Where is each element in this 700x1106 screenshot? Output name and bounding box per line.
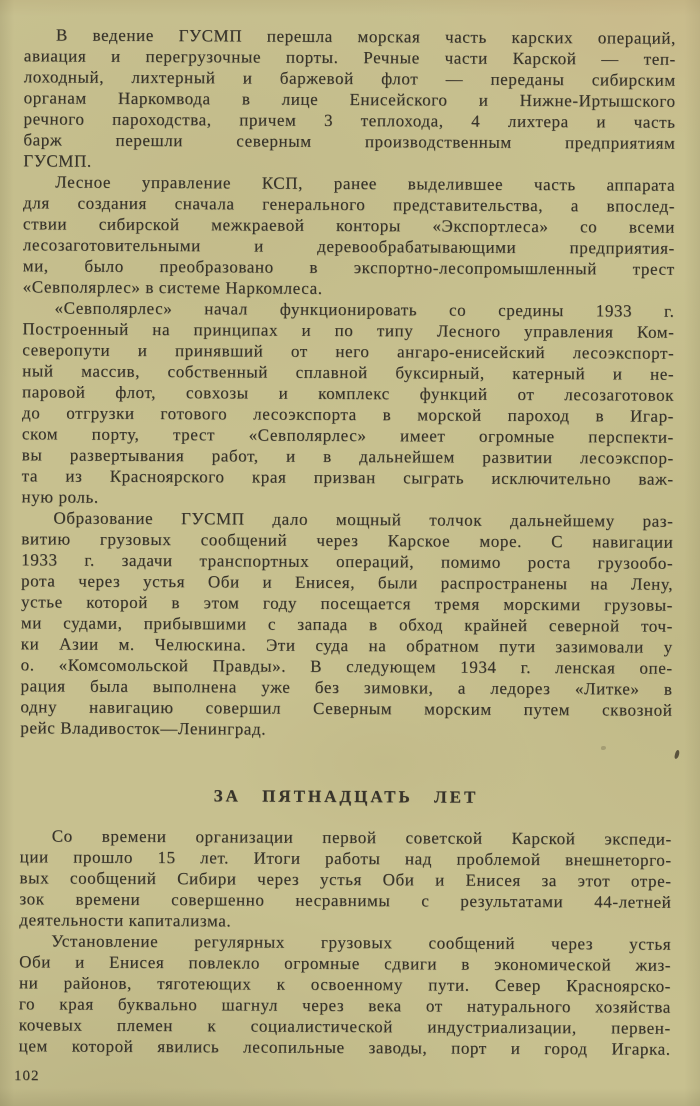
text-line: зок времени совершенно несравнимы с результатами 44-летней xyxy=(19,889,672,912)
text-line: до отгрузки готового лесоэкспорта в морской пароход в Игар- xyxy=(21,403,675,426)
paragraph xyxy=(21,297,674,510)
text-line: авиация и перегрузочные порты. Речные части Карской — теп- xyxy=(23,46,676,69)
text-line: устье которой в этом году посещается тремя морскими грузовы- xyxy=(20,592,674,615)
text-line: Построенный на принципах и по типу Лесного управления Ком- xyxy=(22,319,675,342)
text-line: Лесное управление КСП, ранее выделившее часть аппарата xyxy=(55,172,676,195)
text-line: 1933 г. задачи транспортных операций, помимо роста грузообо- xyxy=(21,550,674,573)
text-line: цем которой явились лесопильные заводы, порт и город Игарка. xyxy=(18,1036,671,1059)
text-line: ми судами, прибывшими с запада в обход крайней северной точ- xyxy=(20,613,673,636)
paragraph xyxy=(23,171,676,300)
text-line: ни районов, тяготеющих к освоенному пути. Север Красноярско- xyxy=(18,973,672,996)
text-line: кочевых племен к социалистической индустриализации, первен- xyxy=(18,1015,671,1038)
text-line: вых сообщений Сибири через устья Оби и Енисея за этот отре- xyxy=(19,868,672,891)
text-line: паровой флот, совхозы и комплекс функций от лесозаготовок xyxy=(22,382,675,405)
text-line: ции прошло 15 лет. Итоги работы над проблемой внешнеторго- xyxy=(19,847,672,870)
text-line: Образование ГУСМП дало мощный толчок дальнейшему раз- xyxy=(53,508,674,531)
text-line: ный массив, собственный сплавной буксирный, катерный и не- xyxy=(22,361,675,384)
paragraph xyxy=(19,825,672,933)
paragraph xyxy=(19,930,672,1059)
text-line: деятельности капитализма. xyxy=(19,910,232,931)
text-line: ки Азии м. Челюскина. Эти суда на обратном пути зазимовали у xyxy=(20,634,673,657)
text-line: го края буквально шагнул через века от натурального хозяйства xyxy=(18,994,671,1017)
text-line: вы развертывания работ, и в дальнейшем развитии лесоэкспор- xyxy=(21,445,674,468)
text-line: рейс Владивосток—Ленинград. xyxy=(20,718,267,739)
text-line: ском порту, трест «Севполярлес» имеет огромные перспекти- xyxy=(21,424,674,447)
text-line: Оби и Енисея повлекло огромные сдвиги в экономической жиз- xyxy=(19,952,672,975)
text-line: ную роль. xyxy=(21,487,99,507)
text-line: одну навигацию совершил Северным морским путем сквозной xyxy=(20,697,673,720)
section-heading: ЗА ПЯТНАДЦАТЬ ЛЕТ xyxy=(213,786,479,807)
page-number: 102 xyxy=(14,1068,40,1084)
text-line: Со времени организации первой советской Карской экспеди- xyxy=(51,826,672,849)
text-line: речного пароходства, причем 3 теплохода, 4 лихтера и часть xyxy=(23,109,676,132)
text-line: «Севполярлес» начал функционировать со средины 1933 г. xyxy=(54,298,675,321)
text-line: барж перешли северным производственным предприятиям xyxy=(23,130,676,153)
text-line: органам Наркомвода в лице Енисейского и Нижне-Иртышского xyxy=(23,88,676,111)
ink-speck xyxy=(674,750,680,760)
text-line: та из Красноярского края призван сыграть исключительно важ- xyxy=(21,466,674,489)
text-line: лоходный, лихтерный и баржевой флот — переданы сибирским xyxy=(23,67,676,90)
text-line: «Севполярлес» в системе Наркомлеса. xyxy=(22,277,323,298)
text-line: рация была выполнена уже без зимовки, а ледорез «Литке» в xyxy=(20,676,673,699)
text-line: о. «Комсомольской Правды». В следующем 1934 г. ленская опе- xyxy=(20,655,673,678)
text-line: лесозаготовительными и деревообрабатывающими предприятия- xyxy=(22,235,675,258)
text-line: ГУСМП. xyxy=(23,151,92,171)
text-line: Установление регулярных грузовых сообщений через устья xyxy=(51,931,672,954)
text-line: рота через устья Оби и Енисея, были распространены на Лену, xyxy=(21,571,674,594)
paragraph xyxy=(23,24,676,174)
paragraph xyxy=(20,507,673,741)
text-line: В ведение ГУСМП перешла морская часть карских операций, xyxy=(55,25,676,48)
text-line: северопути и принявший от него ангаро-енисейский лесоэкспорт- xyxy=(22,340,675,363)
text-line: ми, было преобразовано в экспортно-лесопромышленный трест xyxy=(22,256,675,279)
text-line: ствии сибирской межкраевой конторы «Экспортлеса» со всеми xyxy=(22,214,676,237)
text-line: витию грузовых сообщений через Карское море. С навигации xyxy=(21,529,674,552)
text-block xyxy=(19,24,676,1059)
text-line: для создания сначала генерального представительства, а впослед- xyxy=(23,193,676,216)
